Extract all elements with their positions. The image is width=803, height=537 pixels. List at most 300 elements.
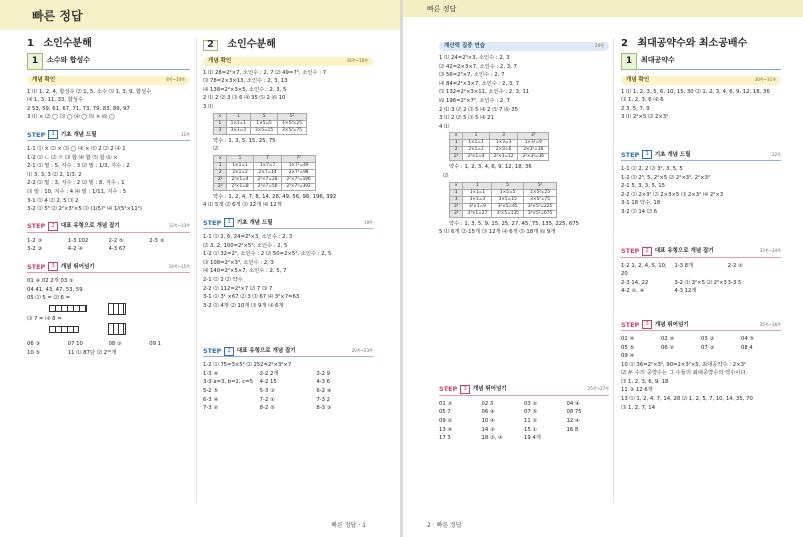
answer-cell: 08 4 <box>741 344 753 351</box>
table-cell: 3³ <box>450 210 463 217</box>
answer-row: ⑵ <box>443 172 449 179</box>
step1-header <box>621 150 781 161</box>
answer-cell: 3-3 5 <box>727 279 742 286</box>
answer-row: 1 ⑴ 28=2²×7, 소인수 : 2, 7 ⑵ 49=7², 소인수 : 7 <box>203 69 327 76</box>
spacer <box>621 122 781 142</box>
table-cell: 1×7²=49 <box>282 162 315 169</box>
answer-cell: 4-3 67 <box>108 246 126 253</box>
step-title: 개념 뛰어넘기 <box>654 321 689 328</box>
answer-cell: 18 ③, ④ <box>481 435 503 442</box>
table-cell: 2³×1=8 <box>227 183 253 190</box>
table-cell: 1 <box>227 155 253 162</box>
table-row <box>214 183 316 190</box>
step2-header <box>203 346 373 357</box>
spacer <box>621 296 781 312</box>
answer-row: 1-1 ⑴ 2, 6, 24=2³×3, 소인수 : 2, 3 <box>203 233 293 240</box>
step-title: 기초 개념 드릴 <box>236 219 273 226</box>
answers-grid <box>439 400 609 443</box>
factor-table <box>213 113 307 135</box>
section-title: 소인수분해 <box>43 38 92 49</box>
answer-row: 1-2 ⑴ ㄴ ⑵ ㄹ ⑶ 합 ⑷ 합 ⑸ 합 ⑹ × <box>27 154 118 161</box>
table-cell: 1×5=5 <box>492 189 524 196</box>
pill-title: 개념 확인 <box>208 57 232 64</box>
table-row <box>214 120 307 127</box>
answer-cell: 1-2 1, 2, 4, 5, 10, 20 <box>621 262 667 278</box>
table-cell: 3 <box>450 196 463 203</box>
page-footer: 2 · 빠른 정답 <box>427 522 462 529</box>
step-number: 3 <box>48 262 58 271</box>
answer-cell: 3-2 9 <box>316 370 331 377</box>
block-diagram-row <box>27 323 190 335</box>
answer-row: 4 ⑴ 5개 ⑵ 6개 ⑶ 12개 ⑷ 12개 <box>203 202 282 209</box>
answer-cell: 2-3 ③ <box>149 237 165 244</box>
step-pages: 20쪽~23쪽 <box>351 347 373 353</box>
step-pages: 33쪽~34쪽 <box>759 248 781 254</box>
step-pages: 12쪽~13쪽 <box>168 223 190 229</box>
answer-row: ⑶ 78=2×3×13, 소인수 : 2, 3, 13 <box>203 78 288 85</box>
step-pages: 25쪽~27쪽 <box>587 386 609 392</box>
answer-cell: 04 ⑤ <box>741 335 755 342</box>
answer-cell: 01 ④ <box>621 335 635 342</box>
table-cell: 2³×7=56 <box>253 183 282 190</box>
left-column-2 <box>203 40 373 413</box>
answer-cell: 3-3 a=3, b=2, c=5 <box>203 379 254 386</box>
table-cell: × <box>214 113 227 120</box>
table-cell: × <box>214 155 227 162</box>
unit-bar <box>621 55 781 70</box>
answer-cell: 8-3 ③ <box>316 405 332 412</box>
step-title: 대표 유형으로 개념 잡기 <box>654 248 714 255</box>
answer-row: 2 53, 59, 61, 67, 71, 73, 79, 83, 89, 97 <box>27 105 130 112</box>
answer-row: ⑶ 1, 2, 3, 6 ⑷ 6 <box>621 97 664 104</box>
table-cell: 2×3=6 <box>489 147 518 154</box>
answer-cell: 11 ② <box>524 417 538 424</box>
table-cell: 3³×1=27 <box>463 210 492 217</box>
answer-cell: 8-2 ⑤ <box>259 405 275 412</box>
answer-row: ⑶ 56=2³×7, 소인수 : 2, 7 <box>439 72 505 79</box>
pill-pages: 16쪽~18쪽 <box>346 57 368 63</box>
answer-row: ⑶ 밑 : 10, 지수 : 4 ⑷ 밑 : 1/11, 지수 : 5 <box>27 188 127 195</box>
table-cell: 7² <box>282 155 315 162</box>
practice-pill <box>439 42 609 51</box>
section-heading <box>621 40 781 49</box>
column-divider <box>613 38 614 503</box>
factor-table <box>213 155 316 191</box>
table-cell: 3³×5²=675 <box>523 210 556 217</box>
answer-cell: 09 ② <box>439 417 453 424</box>
answer-cell: 04 ④ <box>566 400 580 407</box>
table-cell: 2²×3²=36 <box>518 154 549 161</box>
answer-row: 1 ⑴ 1, 2, 3, 5, 6, 10, 15, 30 ⑵ 1, 2, 3, 4, 6, 9, 12, 18, 36 <box>621 88 770 95</box>
table-cell: 1×1=1 <box>226 120 250 127</box>
table-cell: 1×5=5 <box>251 120 278 127</box>
table-cell: 3×1=3 <box>463 196 492 203</box>
table-cell: 2²×7²=196 <box>282 176 315 183</box>
step2-header <box>621 247 781 258</box>
table-cell: 1 <box>450 189 463 196</box>
answer-row: ⑵ 42=2×3×7, 소인수 : 2, 3, 7 <box>439 63 517 70</box>
answer-cell: 7-3 ② <box>203 405 219 412</box>
answer-cell: 3-2 ⑴ 3²×5 ⑵ 2²×3 <box>674 279 727 286</box>
answer-cell: 4-3 12개 <box>674 288 697 295</box>
step-pages: 11쪽 <box>181 131 190 137</box>
step-label: STEP <box>203 218 222 227</box>
section-heading <box>203 40 373 51</box>
table-row <box>214 127 307 134</box>
answer-row: ⑵ 3, 2, 100=2²×5², 소인수 : 2, 5 <box>203 242 288 249</box>
answer-text: 05 ⑴ 5 = ⑵ 6 = <box>27 295 71 302</box>
answer-row: 2-1 ⑴ 2 ⑵ 약수 <box>203 276 243 283</box>
table-cell: 2×3²=18 <box>518 147 549 154</box>
answer-row: 약수 : 1, 2, 3, 4, 6, 9, 12, 18, 36 <box>449 164 532 171</box>
answer-cell: 05 ⑤ <box>621 344 635 351</box>
step-title: 대표 유형으로 개념 잡기 <box>236 347 296 354</box>
answer-cell: 15 ① <box>524 426 538 433</box>
answer-row: 2-2 ⑴ 밑 : 3, 지수 : 2 ⑵ 밑 : 8, 지수 : 1 <box>27 180 125 187</box>
table-row <box>450 210 557 217</box>
table-cell: 5 <box>492 182 524 189</box>
table-cell: 2×7²=98 <box>282 169 315 176</box>
table-cell: 2²×3=12 <box>489 154 518 161</box>
answer-cell: 10 ⑤ <box>27 349 41 356</box>
answer-cell: 01 ③ <box>439 400 453 407</box>
table-cell: 7 <box>253 155 282 162</box>
answer-row: 1 ⑴ 1, 2, 4, 합성수 ⑵ 1, 5, 소수 ⑶ 1, 3, 9, 합성수 <box>27 88 152 95</box>
answer-row: 2-2 ⑴ 112=2⁴×7 ⑵ 7 ⑶ 7 <box>203 285 273 292</box>
table-cell: 3×5=15 <box>492 196 524 203</box>
step-number: 1 <box>48 130 58 139</box>
table-cell: 1×5²=25 <box>278 120 307 127</box>
table-cell: 2²×1=4 <box>463 154 489 161</box>
table-cell: × <box>450 182 463 189</box>
answer-row: 2-1 5, 3, 3, 5, 15 <box>621 183 666 190</box>
step-pages: 32쪽 <box>772 151 781 157</box>
answer-cell: 07 ③ <box>701 344 715 351</box>
answer-row: ⑵ 두 수의 공약수는 그 수들의 최대공약수의 약수이다. <box>621 370 748 377</box>
step-pages: 19쪽 <box>364 219 373 225</box>
answer-row: 2 3, 5, 7, 9 <box>621 105 650 112</box>
answer-cell: 2-3 14, 22 <box>621 279 649 286</box>
table-cell: 3×5=15 <box>251 127 278 134</box>
answers-block-1 <box>27 88 190 122</box>
concept-check-pill <box>203 57 373 66</box>
step1-header <box>203 218 373 229</box>
table-cell: 1×1=1 <box>463 189 492 196</box>
table-row <box>214 113 307 120</box>
table-cell: 3² <box>450 203 463 210</box>
table-cell: 1 <box>214 120 227 127</box>
step-pages: 14쪽~15쪽 <box>168 263 190 269</box>
table-cell: 5² <box>523 182 556 189</box>
answer-row <box>27 294 190 303</box>
answer-row: 2 ⑴ 3 ⑵ 2 ⑶ 5 ⑷ 2 ⑸ 7 ⑹ 35 <box>439 106 518 113</box>
step-label: STEP <box>621 150 640 159</box>
answers-block-1 <box>621 88 781 122</box>
factor-table <box>449 132 549 161</box>
answer-cell: 07 ⑤ <box>524 409 538 416</box>
table-cell: 2²×1=4 <box>227 176 253 183</box>
right-column-1 <box>439 40 609 443</box>
answer-row: 2-2 ⑴ 2×3² ⑵ 2×3×5 ⑶ 2×3² ⑷ 2²×3 <box>621 191 724 198</box>
table-row <box>214 169 316 176</box>
concept-check-pill <box>621 76 781 85</box>
answer-row: 13 ⑴ 1, 2, 4, 7, 14, 28 ⑵ 1, 2, 5, 7, 10, 14, 35, 70 <box>621 396 753 403</box>
page-footer: 빠른 정답 · 1 <box>331 522 366 529</box>
answer-cell: 02 3 <box>481 400 494 407</box>
step-pages: 35쪽~36쪽 <box>759 321 781 327</box>
unit-title: 최대공약수 <box>641 55 675 64</box>
table-row <box>450 196 557 203</box>
pill-title: 개념 확인 <box>32 76 56 83</box>
table-cell: 2×1=2 <box>227 169 253 176</box>
answers-grid <box>621 335 781 361</box>
table-cell: 1×1=1 <box>463 140 489 147</box>
answer-row: 3 ⑴ × ⑵ ◯ ⑶ ◯ ⑷ ◯ ⑸ × ⑹ ◯ <box>27 114 115 121</box>
answer-cell: 06 ④ <box>481 409 495 416</box>
answer-cell: 5-3 ③ <box>259 388 275 395</box>
table-cell: 2² <box>450 154 463 161</box>
answer-cell: 4-3 6 <box>316 379 331 386</box>
table-row <box>214 155 316 162</box>
spacer <box>621 217 781 239</box>
table-cell: 1×5²=25 <box>523 189 556 196</box>
answer-cell: 2-2 ② <box>727 262 743 269</box>
step-number: 2 <box>48 222 58 231</box>
step-label: STEP <box>621 320 640 329</box>
answers-grid <box>203 370 373 413</box>
answer-cell: 09 ④ <box>621 353 635 360</box>
answers-grid-2 <box>27 237 190 254</box>
table-cell: 5² <box>278 113 307 120</box>
table-cell: 3³×5=135 <box>492 210 524 217</box>
table-cell: 3 <box>489 133 518 140</box>
answer-cell: 19 4개 <box>524 435 541 442</box>
step3-header <box>439 385 609 396</box>
table-cell: 2 <box>214 169 227 176</box>
answer-row: 3-2 ⑴ 5³ ⑵ 2²×3²×5 ⑶ (1/5)⁵ ⑷ 1/(5²×11²) <box>27 206 142 213</box>
answer-cell: 06 ② <box>661 344 675 351</box>
step-label: STEP <box>27 130 46 139</box>
rectangle-diagram <box>49 305 87 312</box>
answer-cell: 07 10 <box>67 341 83 348</box>
factor-table <box>449 182 557 218</box>
answer-cell: 7-2 ② <box>259 396 275 403</box>
step-label: STEP <box>621 247 640 256</box>
step2-header <box>27 222 190 233</box>
rectangle-diagram <box>108 323 126 335</box>
pill-title: 개념 확인 <box>626 76 650 83</box>
answer-cell: 14 ③ <box>481 426 495 433</box>
step3-header <box>27 262 190 273</box>
table-cell: 1 <box>463 182 492 189</box>
step-label: STEP <box>27 222 46 231</box>
answer-row: 3-2 ⑴ 4개 ⑵ 10개 ⑶ 9개 ⑷ 6개 <box>203 302 284 309</box>
left-page <box>0 0 400 537</box>
answer-row: 1-2 ⑴ 2³, 5, 2²×5 ⑵ 2²×3², 2²×3² <box>621 174 711 181</box>
answer-cell: 03 ③ <box>701 335 715 342</box>
answer-row: ⑶ 1, 2, 7, 14 <box>621 404 655 411</box>
step-label: STEP <box>27 262 46 271</box>
answers-block-2 <box>621 165 781 217</box>
table-row <box>450 133 549 140</box>
answer-cell: 1-2 ③ <box>27 237 43 244</box>
header-band <box>403 0 803 17</box>
header-band <box>0 0 400 30</box>
table-cell: 1×3=3 <box>489 140 518 147</box>
unit-number: 1 <box>27 53 43 70</box>
step-title: 기초 개념 드릴 <box>654 151 691 158</box>
answers-block-3 <box>203 361 373 413</box>
rectangle-diagram <box>49 326 79 333</box>
answer-row: 3-1 ⑴ 4 ⑵ 2, 5 ⑶ 2 <box>27 197 79 204</box>
answer-row: ⑶ 1, 2, 3, 6, 9, 18 <box>621 378 669 385</box>
answer-cell: 4-2 ②, ④ <box>621 288 645 295</box>
page-title: 빠른 정답 <box>32 9 83 23</box>
unit-number: 1 <box>621 53 637 70</box>
step-number: 2 <box>224 347 234 356</box>
answer-cell: 05 7 <box>439 409 451 416</box>
section-number: 2 <box>203 40 218 51</box>
answer-cell: 6-3 ④ <box>203 396 219 403</box>
answer-cell: 09 1 <box>149 341 162 348</box>
answer-cell: 2-2 ⑤ <box>108 237 124 244</box>
pill-pages: 8쪽~10쪽 <box>166 76 185 82</box>
answer-row: 04 41, 43, 47, 53, 59 <box>27 286 83 293</box>
answer-cell: 1-3 102 <box>67 237 89 244</box>
table-row <box>450 182 557 189</box>
table-cell: 3 <box>214 127 227 134</box>
answer-row: 2-1 ⑴ 밑 : 5, 지수 : 3 ⑵ 밑 : 1/3, 지수 : 2 <box>27 163 130 170</box>
table-cell: 2×7=14 <box>253 169 282 176</box>
answers-block-3 <box>27 277 190 358</box>
answer-row: 01 ④ 02 2개 03 ② <box>27 277 74 284</box>
spacer <box>439 237 609 377</box>
table-cell: 5 <box>251 113 278 120</box>
answer-cell: 1-3 8개 <box>674 262 694 269</box>
table-cell: 3×1=3 <box>226 127 250 134</box>
answer-cell: 11 ⑴ 87단 ⑵ 2¹⁰개 <box>67 349 117 356</box>
answer-row: ⑹ 196=2²×7², 소인수 : 2, 7 <box>439 97 510 104</box>
concept-check-pill <box>27 76 190 85</box>
table-row <box>450 203 557 210</box>
answer-row: 3-1 18 약수, 18 <box>621 200 661 207</box>
answer-row: 11 ③ 12 6개 <box>621 387 653 394</box>
step-label: STEP <box>439 385 458 394</box>
pill-pages: 24쪽 <box>595 43 604 49</box>
answers-block-2 <box>203 233 373 310</box>
table-cell: 1 <box>214 162 227 169</box>
step1-header <box>27 130 190 141</box>
table-cell: 3² <box>518 133 549 140</box>
answer-cell: 3-2 ③ <box>27 246 43 253</box>
unit-bar <box>27 55 190 70</box>
step-title: 개념 뛰어넘기 <box>60 263 95 270</box>
answer-cell: 2-2 2개 <box>259 370 279 377</box>
unit-title: 소수와 합성수 <box>47 55 91 64</box>
answer-row: 1-1 ⑴ 2, 2 ⑵ 3², 3, 5, 5 <box>621 165 683 172</box>
table-cell: 1×1=1 <box>227 162 253 169</box>
section-heading <box>27 40 190 49</box>
step-title: 기초 개념 드릴 <box>60 131 97 138</box>
table-cell: 2 <box>450 147 463 154</box>
answer-cell: 7-3 2 <box>316 396 331 403</box>
answer-row: 3-2 ⑴ 14 ⑵ 6 <box>621 208 658 215</box>
answer-row: 약수 : 1, 3, 5, 15, 25, 75 <box>213 137 276 144</box>
rectangle-diagram <box>108 303 126 315</box>
answers-block-1 <box>203 69 373 210</box>
answer-cell: 13 ④ <box>439 426 453 433</box>
step-number: 3 <box>460 385 470 394</box>
answer-row: 3 ⑴ <box>203 103 214 110</box>
step-label: STEP <box>203 346 222 355</box>
section-number: 1 <box>27 38 34 49</box>
answers-block-2 <box>27 145 190 214</box>
answer-row: ⑶ 108=2²×3³, 소인수 : 2, 3 <box>203 259 274 266</box>
answer-cell <box>149 245 190 254</box>
step-number: 3 <box>642 320 652 329</box>
table-cell: 3×5²=75 <box>523 196 556 203</box>
answer-row: 1-2 ⑴ 75=3×5² ⑵ 252=2²×3²×7 <box>203 362 292 369</box>
answer-row: 1-2 ⑴ 32=2⁵, 소인수 : 2 ⑵ 50=2×5², 소인수 : 2, 5 <box>203 251 332 258</box>
section-title: 소인수분해 <box>227 39 276 50</box>
answer-cell: 16 8 <box>566 426 579 433</box>
answers-block-1 <box>439 54 609 237</box>
pill-pages: 30쪽~31쪽 <box>754 76 776 82</box>
table-row <box>214 176 316 183</box>
answer-row: ⑵ <box>213 146 219 153</box>
table-row <box>450 147 549 154</box>
answer-cell: 4-2 15 <box>259 379 277 386</box>
answer-cell: 12 ④ <box>566 417 580 424</box>
answer-cell: 4-2 ④ <box>67 246 83 253</box>
answer-row: 10 ⑴ 36=2²×3², 90=2×3²×5, 최대공약수 : 2×3² <box>621 361 747 368</box>
pill-title: 계산력 집중 연습 <box>444 43 486 50</box>
answer-row: 약수 : 1, 2, 4, 7, 8, 14, 28, 49, 56, 98, 196, 392 <box>213 193 337 200</box>
spacer <box>203 310 373 338</box>
answer-cell: 6-2 ④ <box>316 388 332 395</box>
answer-cell: 02 ④ <box>661 335 675 342</box>
answer-cell: 10 ④ <box>481 417 495 424</box>
answer-row: 1 ⑴ 24=2³×3, 소인수 : 2, 3 <box>439 55 510 61</box>
answer-cell: 03 ② <box>524 400 538 407</box>
column-divider <box>196 38 197 503</box>
table-cell: 1×3²=9 <box>518 140 549 147</box>
step-title: 대표 유형으로 개념 잡기 <box>60 223 120 230</box>
table-cell: × <box>450 133 463 140</box>
table-cell: 3²×1=9 <box>463 203 492 210</box>
section-number: 2 <box>621 38 628 49</box>
table-cell: 1 <box>463 133 489 140</box>
answer-cell: 17 3 <box>439 435 451 442</box>
answer-row: 3-1 ⑴ 3² ×67 ⑵ 3 ⑶ 67 ⑷ 3²×7=63 <box>203 294 300 301</box>
step-number: 1 <box>642 150 652 159</box>
answer-row: ⑸ 132=2²×3×11, 소인수 : 2, 3, 11 <box>439 89 530 96</box>
section-title: 최대공약수와 최소공배수 <box>637 38 748 49</box>
answer-row: 3 ⑴ 2²×5 ⑵ 2×3² <box>621 114 669 121</box>
answer-row: ⑷ 140=2²×5×7, 소인수 : 2, 5, 7 <box>203 268 287 275</box>
table-cell: 3×5²=75 <box>278 127 307 134</box>
answer-row: 약수 : 1, 3, 5, 9, 15, 25, 27, 45, 75, 135, 225, 675 <box>449 220 579 227</box>
table-cell: 2²×7=28 <box>253 176 282 183</box>
answer-row: ⑴ 3, 3, 3 ⑵ 2, 1/3, 2 <box>27 171 82 178</box>
answer-cell: 06 ③ <box>27 341 41 348</box>
answer-row: 1-1 ⑴ × ⑵ × ⑶ ◯ ⑷ × ⑴ 2 ⑵ 2 ⑷ 1 <box>27 145 126 152</box>
page-title: 빠른 정답 <box>427 5 457 13</box>
step3-header <box>621 320 781 331</box>
table-cell: 2² <box>214 176 227 183</box>
step-number: 2 <box>642 247 652 256</box>
table-cell: 1×7=7 <box>253 162 282 169</box>
